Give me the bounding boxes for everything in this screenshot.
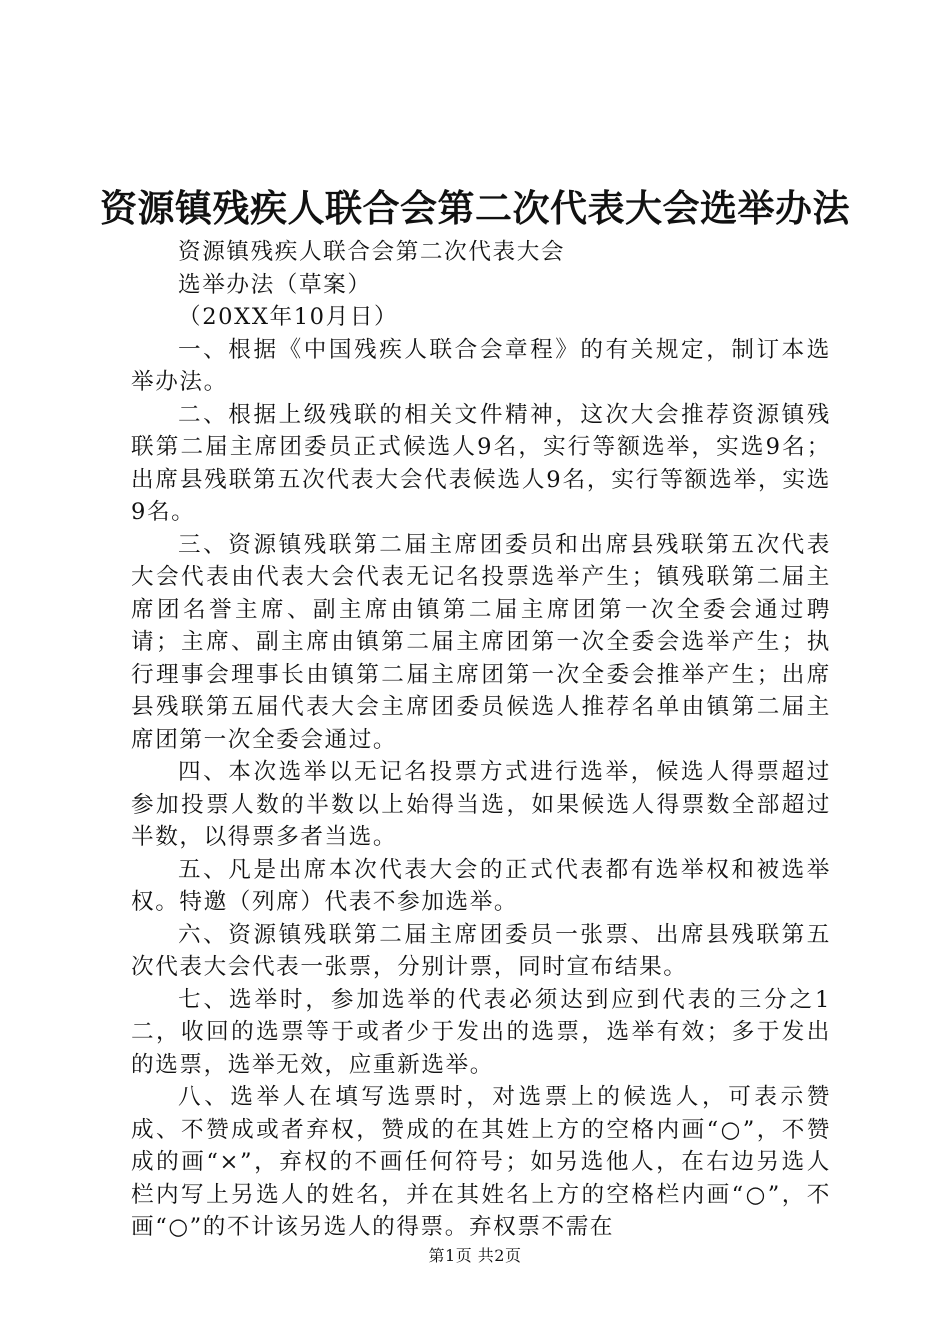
paragraph-5: 五、凡是出席本次代表大会的正式代表都有选举权和被选举权。特邀（列席）代表不参加选举。 [131, 856, 831, 915]
paragraph-1: 一、根据《中国残疾人联合会章程》的有关规定，制订本选举办法。 [131, 336, 831, 395]
document-title: 资源镇残疾人联合会第二次代表大会选举办法 [100, 187, 850, 230]
paragraph-8: 八、选举人在填写选票时，对选票上的候选人，可表示赞成、不赞成或者弃权，赞成的在其姓上方的空格内画“○”，不赞成的画“×”，弃权的不画任何符号；如另选他人，在右边另选人栏内写上另选人的姓名，并在其姓名上方的空格栏内画“○”，不画“○”的不计该另选人的得票。弃权票不需在 [131, 1084, 831, 1240]
subheading-line-2: 选举办法（草案） [178, 271, 372, 298]
date-line: （20XX年10月日） [178, 304, 399, 330]
paragraph-6: 六、资源镇残联第二届主席团委员一张票、出席县残联第五次代表大会代表一张票，分别计票，同时宣布结果。 [131, 921, 831, 980]
subheading-line-1: 资源镇残疾人联合会第二次代表大会 [178, 239, 566, 265]
paragraph-3: 三、资源镇残联第二届主席团委员和出席县残联第五次代表大会代表由代表大会代表无记名投票选举产生；镇残联第二届主席团名誉主席、副主席由镇第二届主席团第一次全委会通过聘请；主席、副主席由镇第二届主席团第一次全委会选举产生；执行理事会理事长由镇第二届主席团第一次全委会推举产生；出席县残联第五届代表大会主席团委员候选人推荐名单由镇第二届主席团第一次全委会通过。 [131, 531, 831, 753]
document-body [131, 236, 831, 1244]
paragraph-2: 二、根据上级残联的相关文件精神，这次大会推荐资源镇残联第二届主席团委员正式候选人9名，实行等额选举，实选9名；出席县残联第五次代表大会代表候选人9名，实行等额选举，实选9名。 [131, 401, 831, 525]
page-footer: 第1页 共2页 [428, 1246, 522, 1265]
paragraph-7: 七、选举时，参加选举的代表必须达到应到代表的三分之1二，收回的选票等于或者少于发出的选票，选举有效；多于发出的选票，选举无效，应重新选举。 [131, 986, 831, 1078]
paragraph-4: 四、本次选举以无记名投票方式进行选举，候选人得票超过参加投票人数的半数以上始得当选，如果候选人得票数全部超过半数，以得票多者当选。 [131, 759, 831, 850]
